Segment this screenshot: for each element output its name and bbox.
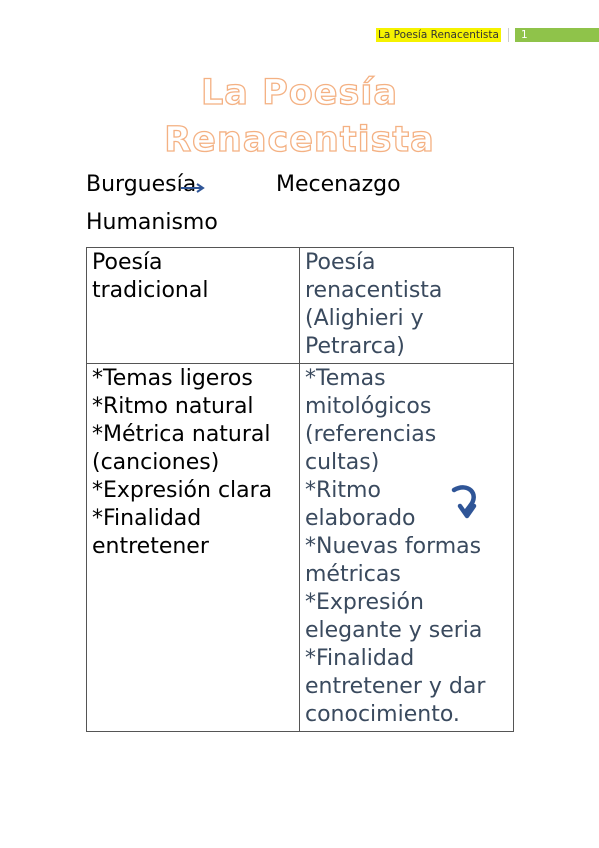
list-item: *Nuevas formas (305, 534, 482, 559)
cell-line: Poesía (92, 250, 163, 275)
title-line-1: La Poesía (201, 73, 398, 113)
list-item: elegante y seria (305, 618, 483, 643)
list-item: *Ritmo natural (92, 394, 254, 419)
list-item: *Ritmo (305, 478, 381, 503)
list-item: (referencias (305, 422, 437, 447)
list-item: entretener y dar (305, 674, 486, 699)
keyword-humanismo: Humanismo (86, 210, 218, 235)
cell-line: Petrarca) (305, 334, 405, 359)
list-item: *Finalidad (305, 646, 415, 671)
list-item: (canciones) (92, 450, 220, 475)
cell-line: tradicional (92, 278, 209, 303)
header-divider (508, 28, 509, 42)
page-number: 1 (515, 28, 599, 42)
running-header-title: La Poesía Renacentista (378, 29, 499, 41)
header-cell-traditional (87, 248, 300, 364)
table-header-row (87, 248, 514, 364)
list-item: *Expresión clara (92, 478, 273, 503)
renaissance-features-cell (300, 364, 514, 732)
list-item: *Expresión (305, 590, 424, 615)
list-item: mitológicos (305, 394, 432, 419)
cell-line: (Alighieri y (305, 306, 424, 331)
title-line-2: Renacentista (164, 120, 435, 160)
keyword-mecenazgo: Mecenazgo (276, 172, 401, 197)
list-item: *Finalidad (92, 506, 202, 531)
list-item: *Temas ligeros (92, 366, 253, 391)
cell-line: renacentista (305, 278, 443, 303)
list-item: *Métrica natural (92, 422, 271, 447)
cell-line: Poesía (305, 250, 376, 275)
list-item: cultas) (305, 450, 380, 475)
small-arrow-icon (180, 183, 206, 193)
traditional-features-cell (87, 364, 300, 732)
header-cell-renaissance (300, 248, 514, 364)
list-item: entretener (92, 534, 209, 559)
list-item: métricas (305, 562, 401, 587)
keyword-burguesia: Burguesía (86, 172, 197, 197)
list-item: elaborado (305, 506, 416, 531)
table-row (87, 364, 514, 732)
list-item: conocimiento. (305, 702, 460, 727)
document-title (0, 70, 599, 164)
curved-arrow-icon (450, 484, 482, 522)
list-item: *Temas (305, 366, 386, 391)
